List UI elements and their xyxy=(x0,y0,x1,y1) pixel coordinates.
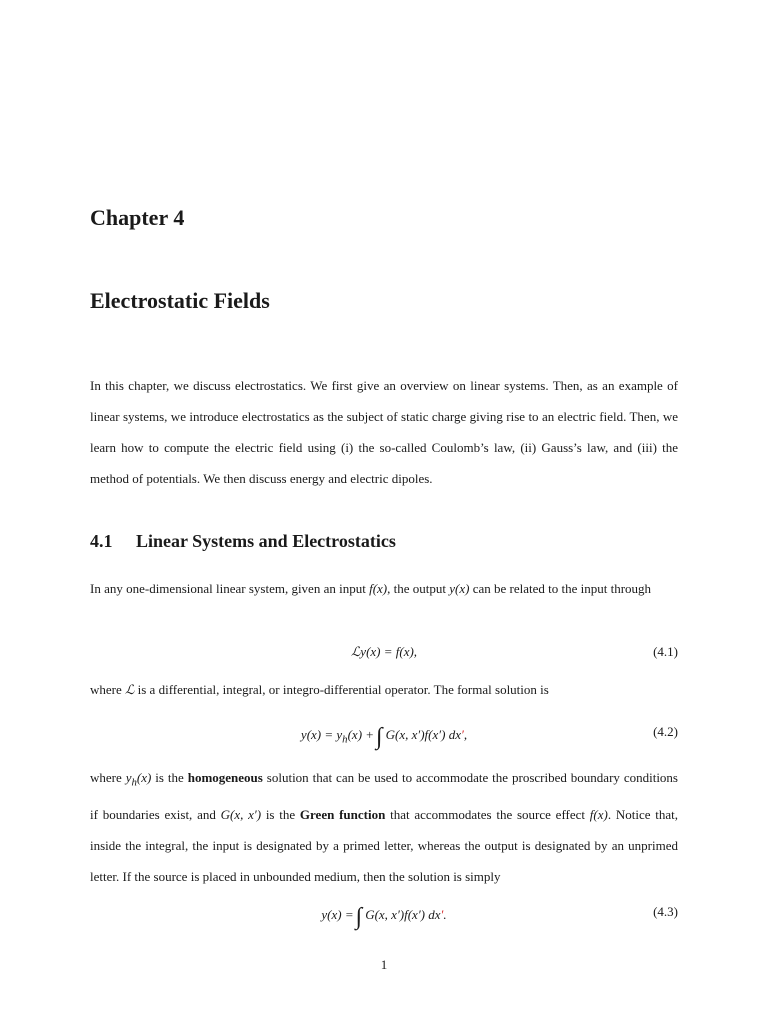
equation-4-1 xyxy=(90,638,678,668)
integral-sign: ∫ xyxy=(376,724,383,750)
equation-punct: , xyxy=(463,727,468,742)
text: . Notice that, inside the integral, the input is designated by a primed letter, whereas the output is designated by an unprimed letter. If the source is placed in unbounded medium, then the solution is simply xyxy=(90,806,679,884)
chapter-number: Chapter 4 xyxy=(90,205,185,230)
section-number: 4.1 xyxy=(90,531,113,551)
equation-4-2 xyxy=(90,718,678,748)
math-arg: (x) xyxy=(136,770,152,785)
equation-term: (x) + xyxy=(347,727,375,742)
equation-number: (4.3) xyxy=(653,904,678,919)
equation-integrand: G(x, x′)f(x′) dx xyxy=(365,907,441,922)
math-y: y xyxy=(125,770,132,785)
equation-lhs: y(x) = xyxy=(321,907,354,922)
intro-paragraph: In this chapter, we discuss electrostatics. We first give an overview on linear systems. Then, as an example of linear systems, we introduce electrostatics as the subject of static charge giving rise to an electric field. Then, we learn how to compute the electric field using (i) the so-called Coulomb’s law, (ii) Gauss’s law, and (iii) the method of potentials. We then discuss energy and electric dipoles. xyxy=(90,378,678,486)
text: In any one-dimensional linear system, given an input xyxy=(90,581,370,596)
equation-number: (4.1) xyxy=(653,644,678,659)
paragraph-operator xyxy=(90,674,678,705)
math-source: f(x) xyxy=(589,806,608,822)
text: that accommodates the source effect xyxy=(385,806,590,822)
section-title: Linear Systems and Electrostatics xyxy=(136,531,396,551)
equation-body xyxy=(90,904,678,931)
equation-number: (4.2) xyxy=(653,724,678,739)
paragraph-green-function xyxy=(90,762,678,892)
integral-sign: ∫ xyxy=(355,904,363,930)
equation-body xyxy=(90,724,678,751)
text: can be related to the input through xyxy=(469,581,652,596)
prime-mark: ′ xyxy=(460,727,464,742)
equation-4-3 xyxy=(90,898,678,928)
text: is the xyxy=(261,806,300,822)
text: is the xyxy=(151,770,188,785)
text: is a differential, integral, or integro-differential operator. The formal solution is xyxy=(134,682,549,697)
term-green-function: Green function xyxy=(299,806,386,822)
page-number: 1 xyxy=(380,957,388,972)
subscript-h: h xyxy=(342,733,348,746)
text: , the output xyxy=(387,581,450,596)
paragraph-linear-system xyxy=(90,573,678,604)
equation-punct: . xyxy=(443,907,447,922)
chapter-title: Electrostatic Fields xyxy=(90,288,270,313)
prime-mark: ′ xyxy=(440,907,444,922)
math-output: y(x) xyxy=(449,581,470,596)
section-heading xyxy=(90,531,396,552)
math-green: G(x, x′) xyxy=(220,806,262,822)
text: where xyxy=(90,682,126,697)
term-homogeneous: homogeneous xyxy=(187,770,263,785)
text: where xyxy=(90,770,126,785)
text: solution that can be used to accommodate the proscribed boundary conditions if boundaries exist, and xyxy=(90,770,678,822)
subscript-h: h xyxy=(131,776,137,789)
equation-integrand: G(x, x′)f(x′) dx xyxy=(385,727,461,742)
math-input: f(x) xyxy=(369,581,388,596)
equation-body: ℒy(x) = f(x), xyxy=(350,644,418,659)
math-operator: ℒ xyxy=(125,682,135,697)
equation-lhs: y(x) = y xyxy=(300,727,343,742)
